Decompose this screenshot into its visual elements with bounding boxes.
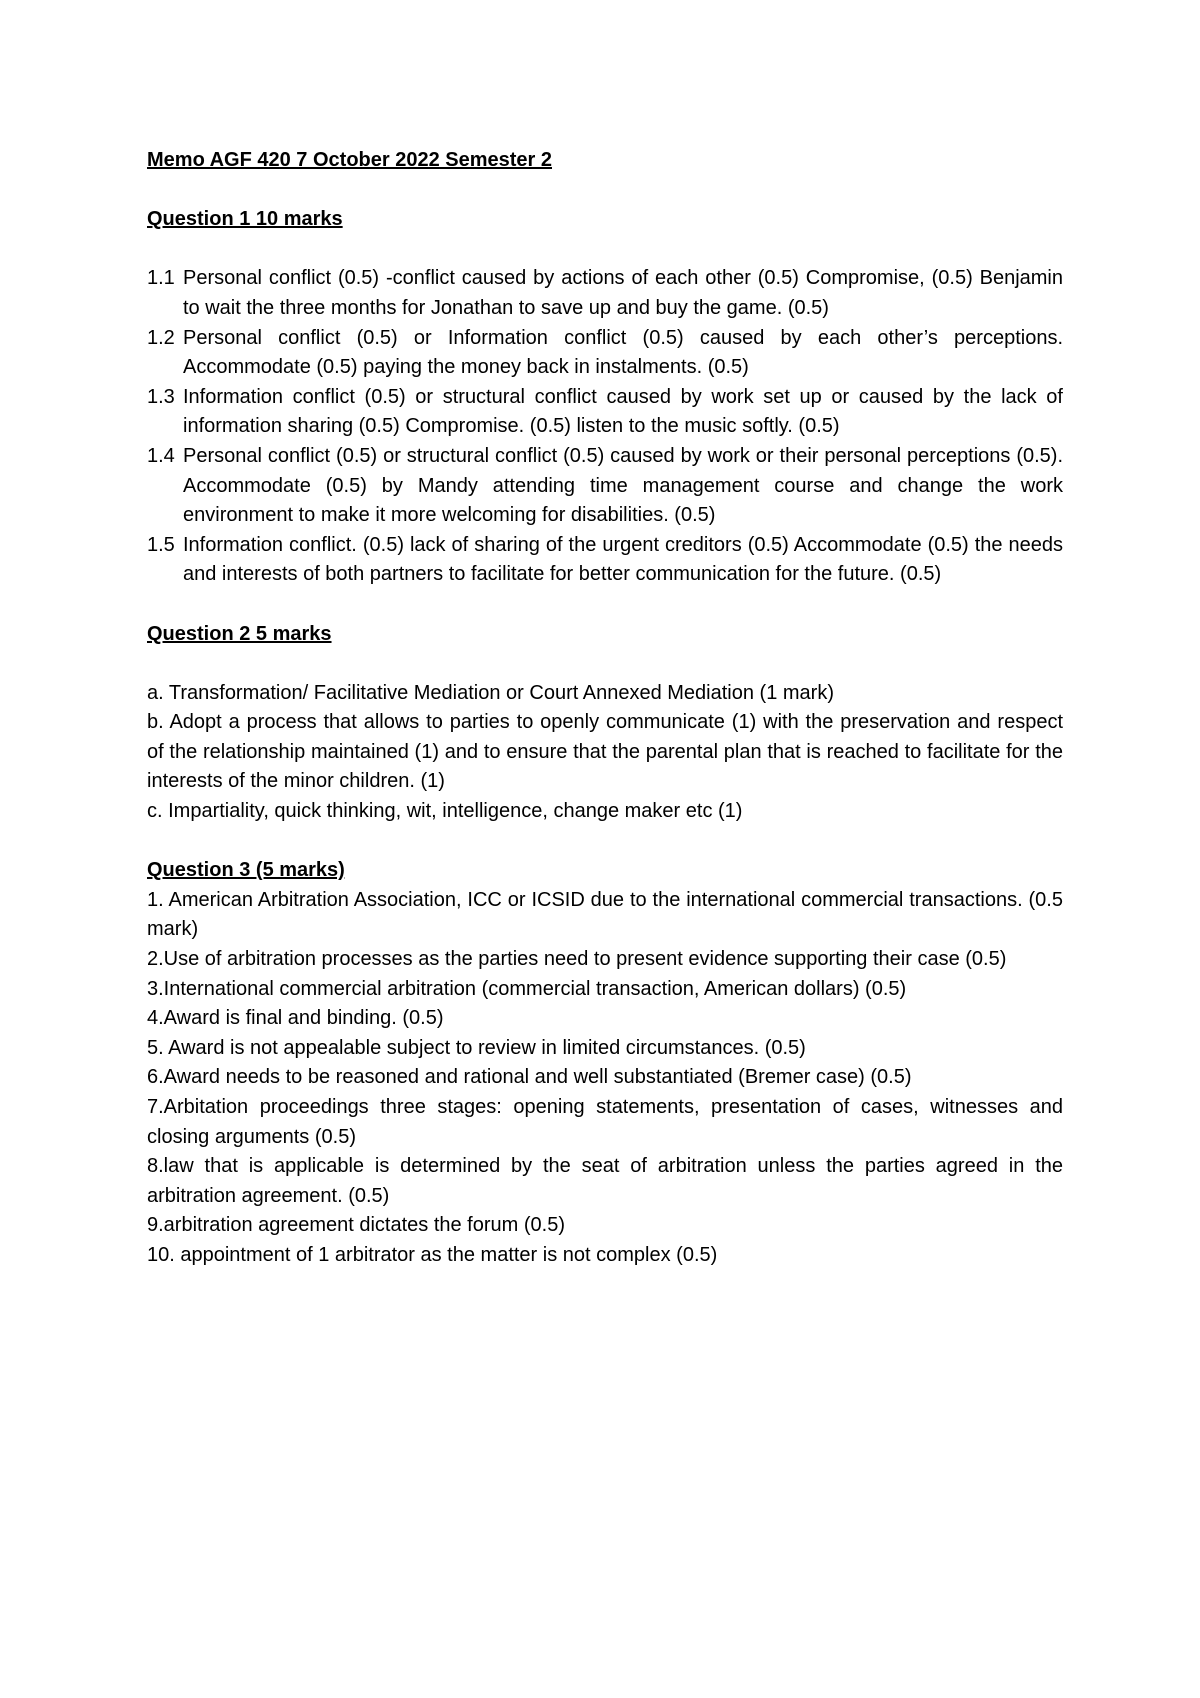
question-3-section (147, 856, 1063, 1270)
memo-page (147, 146, 1063, 1271)
spacer (147, 649, 1063, 679)
answer-text: Personal conflict (0.5) -conflict caused by actions of each other (0.5) Compromise, (0.5) Benjamin to wait the three months for Jonathan to save up and buy the game. (0.5) (183, 267, 1063, 319)
question-2-section (147, 620, 1063, 827)
spacer (147, 827, 1063, 857)
answer-paragraph: 2.Use of arbitration processes as the parties need to present evidence supporting their case (0.5) (147, 948, 1007, 971)
question-1-section (147, 205, 1063, 590)
answer-number: 1.5 (147, 533, 175, 556)
question-2-heading: Question 2 5 marks (147, 622, 332, 645)
answer-text: Information conflict (0.5) or structural conflict caused by work set up or caused by the lack of information sharing (0.5) Compromise. (0.5) listen to the music softly. (0.5) (183, 385, 1063, 438)
answer-paragraph: b. Adopt a process that allows to parties to openly communicate (1) with the preservation and respect of the relationship maintained (1) and to ensure that the parental plan that is reached to facilitate for the interests of the minor children. (1) (147, 711, 1063, 793)
question-1-heading: Question 1 10 marks (147, 208, 343, 231)
answer-paragraph: 7.Arbitation proceedings three stages: opening statements, presentation of cases, witnesses and closing arguments (0.5) (147, 1096, 1063, 1148)
answer-number: 1.3 (147, 385, 175, 408)
answer-paragraph: 5. Award is not appealable subject to review in limited circumstances. (0.5) (147, 1036, 806, 1059)
answer-paragraph: 10. appointment of 1 arbitrator as the matter is not complex (0.5) (147, 1243, 718, 1266)
answer-paragraph: 1. American Arbitration Association, ICC or ICSID due to the international commercial transactions. (0.5 mark) (147, 888, 1063, 941)
spacer (147, 235, 1063, 265)
answer-paragraph: 3.International commercial arbitration (commercial transaction, American dollars) (0.5) (147, 977, 907, 1000)
question-3-heading: Question 3 (5 marks) (147, 859, 345, 882)
answer-number: 1.1 (147, 267, 175, 290)
spacer (147, 590, 1063, 620)
answer-text: Personal conflict (0.5) or structural conflict (0.5) caused by work or their personal perceptions (0.5). Accommodate (0.5) by Mandy attending time management course and change the work environment to make it more welcoming for disabilities. (0.5) (183, 444, 1063, 527)
answer-number: 1.4 (147, 444, 175, 467)
question-1-answers (147, 264, 1063, 590)
answer-paragraph: 9.arbitration agreement dictates the forum (0.5) (147, 1214, 565, 1237)
answer-paragraph: 8.law that is applicable is determined by the seat of arbitration unless the parties agreed in the arbitration agreement. (0.5) (147, 1155, 1063, 1207)
answer-item (147, 442, 1063, 531)
memo-title: Memo AGF 420 7 October 2022 Semester 2 (147, 149, 552, 171)
answer-item (147, 264, 1063, 323)
spacer (147, 176, 1063, 206)
answer-number: 1.2 (147, 326, 175, 349)
answer-paragraph: c. Impartiality, quick thinking, wit, intelligence, change maker etc (1) (147, 800, 743, 823)
answer-item (147, 531, 1063, 590)
answer-item (147, 383, 1063, 442)
answer-text: Information conflict. (0.5) lack of sharing of the urgent creditors (0.5) Accommodate (0.5) the needs and interests of both partners to facilitate for better communication for the future. (0.5) (183, 533, 1063, 586)
answer-paragraph: a. Transformation/ Facilitative Mediation or Court Annexed Mediation (1 mark) (147, 681, 834, 704)
answer-paragraph: 6.Award needs to be reasoned and rational and well substantiated (Bremer case) (0.5) (147, 1066, 912, 1089)
answer-text: Personal conflict (0.5) or Information conflict (0.5) caused by each other’s perceptions. Accommodate (0.5) paying the money back in instalments. (0.5) (183, 326, 1063, 379)
answer-item (147, 324, 1063, 383)
answer-paragraph: 4.Award is final and binding. (0.5) (147, 1007, 444, 1030)
